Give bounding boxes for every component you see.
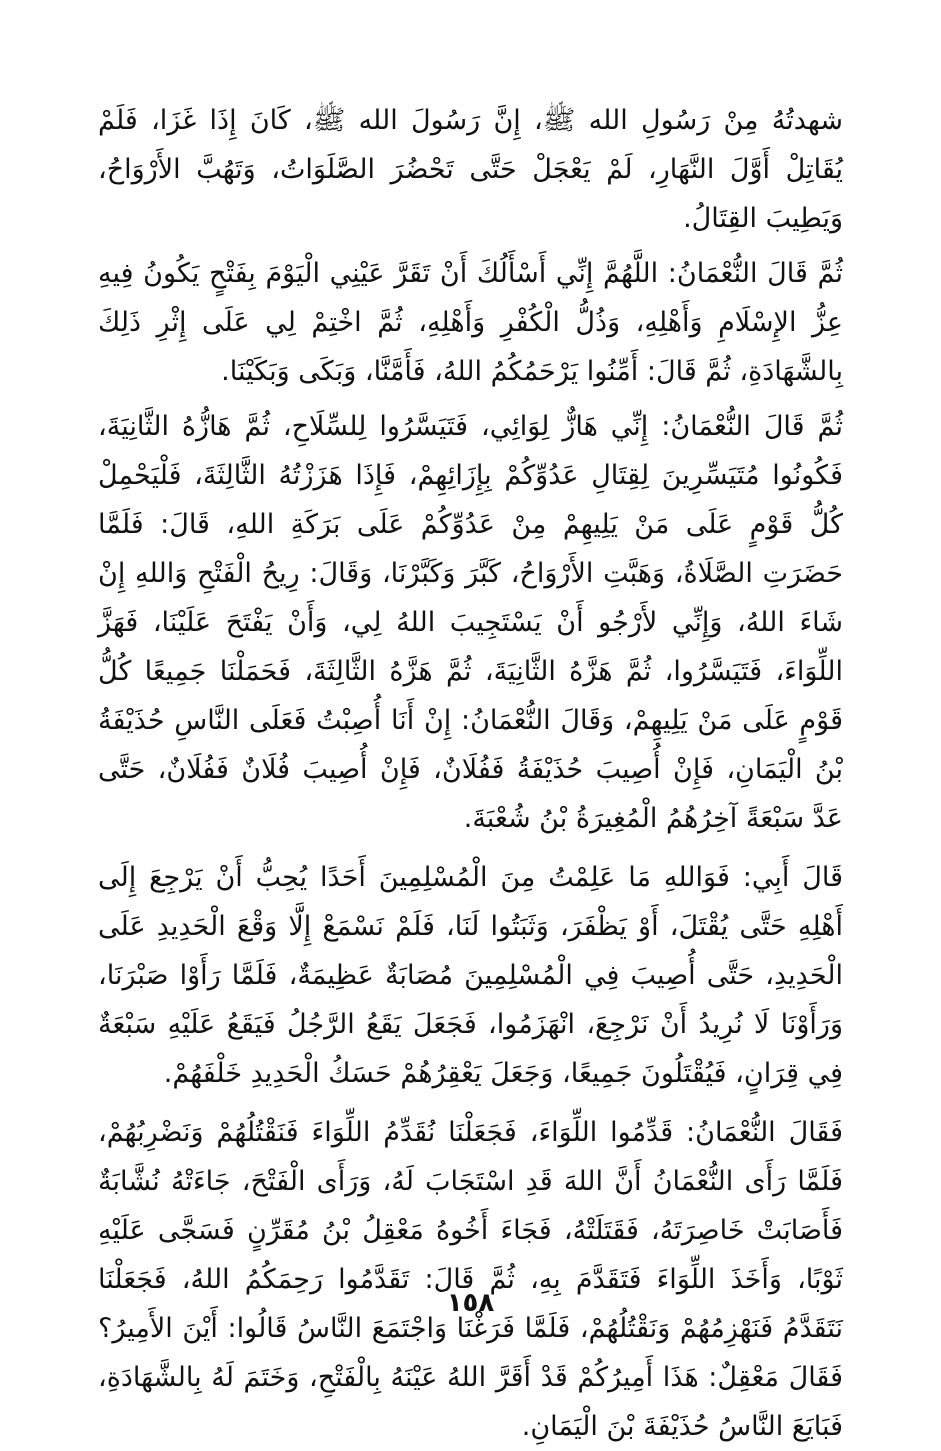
paragraph-5: فَقَالَ النُّعْمَانُ: قَدِّمُوا اللِّوَاءَ، فَجَعَلْنَا نُقَدِّمُ اللِّوَاءَ فَنَقْتُلُهُمْ وَنَضْرِبُهُمْ، فَلَمَّا رَأَى النُّعْمَانُ أَنَّ اللهَ قَدِ اسْتَجَابَ لَهُ، وَرَأَى الْفَتْحَ، جَاءَتْهُ نُشَّابَةٌ فَأَصَابَتْ خَاصِرَتَهُ، فَقَتَلَتْهُ، فَجَاءَ أَخُوهُ مَعْقِلُ بْنُ مُقَرِّنٍ فَسَجَّى عَلَيْهِ ثَوْبًا، وَأَخَذَ اللِّوَاءَ فَتَقَدَّمَ بِهِ، ثُمَّ قَالَ: تَقَدَّمُوا رَحِمَكُمُ اللهُ، فَجَعَلْنَا نَتَقَدَّمُ فَنَهْزِمُهُمْ وَنَقْتُلُهُمْ، فَلَمَّا فَرَغْنَا وَاجْتَمَعَ النَّاسُ قَالُوا: أَيْنَ الأَمِيرُ؟ فَقَالَ مَعْقِلٌ: هَذَا أَمِيرُكُمْ قَدْ أَقَرَّ اللهُ عَيْنَهُ بِالْفَتْحِ، وَخَتَمَ لَهُ بِالشَّهَادَةِ، فَبَايَعَ النَّاسُ حُذَيْفَةَ بْنَ الْيَمَانِ. <box>98 1117 843 1442</box>
paragraph-2: ثُمَّ قَالَ النُّعْمَانُ: اللَّهُمَّ إِنِّي أَسْأَلُكَ أَنْ تَقَرَّ عَيْنِي الْيَوْمَ بِفَتْحٍ يَكُونُ فِيهِ عِزُّ الإِسْلَامِ وَأَهْلِهِ، وَذُلُّ الْكُفْرِ وَأَهْلِهِ، ثُمَّ اخْتِمْ لِي عَلَى إِثْرِ ذَلِكَ بِالشَّهَادَةِ، ثُمَّ قَالَ: أَمِّنُوا يَرْحَمُكُمُ اللهُ، فَأَمَّنَّا، وَبَكَى وَبَكَيْنَا. <box>98 258 843 387</box>
paragraph-4: قَالَ أَبِي: فَوَاللهِ مَا عَلِمْتُ مِنَ الْمُسْلِمِينَ أَحَدًا يُحِبُّ أَنْ يَرْجِعَ إِلَى أَهْلِهِ حَتَّى يُقْتَلَ، أَوْ يَظْفَرَ، وَثَبَتُوا لَنَا، فَلَمْ نَسْمَعْ إِلَّا وَقْعَ الْحَدِيدِ عَلَى الْحَدِيدِ، حَتَّى أُصِيبَ فِي الْمُسْلِمِينَ مُصَابَةٌ عَظِيمَةٌ، فَلَمَّا رَأَوْا صَبْرَنَا، وَرَأَوْنَا لَا نُرِيدُ أَنْ نَرْجِعَ، انْهَزَمُوا، فَجَعَلَ يَقَعُ الرَّجُلُ فَيَقَعُ عَلَيْهِ سَبْعَةٌ فِي قِرَانٍ، فَيُقْتَلُونَ جَمِيعًا، وَجَعَلَ يَعْقِرُهُمْ حَسَكُ الْحَدِيدِ خَلْفَهُمْ. <box>98 862 843 1089</box>
paragraph-1: شهدتُهُ مِنْ رَسُولِ الله ﷺ، إِنَّ رَسُولَ الله ﷺ، كَانَ إِذَا غَزَا، فَلَمْ يُقَاتِلْ أَوَّلَ النَّهَارِ، لَمْ يَعْجَلْ حَتَّى تَحْضُرَ الصَّلَوَاتُ، وَتَهُبَّ الأَرْوَاحُ، وَيَطِيبَ القِتَالُ. <box>98 105 843 234</box>
page-number: ١٥٨ <box>446 1288 495 1318</box>
paragraph-3: ثُمَّ قَالَ النُّعْمَانُ: إِنِّي هَازٌّ لِوَائِي، فَتَيَسَّرُوا لِلسِّلَاحِ، ثُمَّ هَازُّهُ الثَّانِيَةَ، فَكُونُوا مُتَيَسِّرِينَ لِقِتَالِ عَدُوِّكُمْ بِإِزَائِهِمْ، فَإِذَا هَزَزْتُهُ الثَّالِثَةَ، فَلْيَحْمِلْ كُلُّ قَوْمٍ عَلَى مَنْ يَلِيهِمْ مِنْ عَدُوِّكُمْ عَلَى بَرَكَةِ اللهِ، قَالَ: فَلَمَّا حَضَرَتِ الصَّلَاةُ، وَهَبَّتِ الأَرْوَاحُ، كَبَّرَ وَكَبَّرْنَا، وَقَالَ: رِيحُ الْفَتْحِ وَاللهِ إِنْ شَاءَ اللهُ، وَإِنِّي لأَرْجُو أَنْ يَسْتَجِيبَ اللهُ لِي، وَأَنْ يَفْتَحَ عَلَيْنَا، فَهَزَّ اللِّوَاءَ، فَتَيَسَّرُوا، ثُمَّ هَزَّهُ الثَّانِيَةَ، ثُمَّ هَزَّهُ الثَّالِثَةَ، فَحَمَلْنَا جَمِيعًا كُلُّ قَوْمٍ عَلَى مَنْ يَلِيهِمْ، وَقَالَ النُّعْمَانُ: إِنْ أَنَا أُصِبْتُ فَعَلَى النَّاسِ حُذَيْفَةُ بْنُ الْيَمَانِ، فَإِنْ أُصِيبَ حُذَيْفَةُ فَفُلَانٌ، فَإِنْ أُصِيبَ فُلَانٌ فَفُلَانٌ، حَتَّى عَدَّ سَبْعَةً آخِرُهُمُ الْمُغِيرَةُ بْنُ شُعْبَةَ. <box>98 411 843 834</box>
body-text <box>98 96 843 1451</box>
